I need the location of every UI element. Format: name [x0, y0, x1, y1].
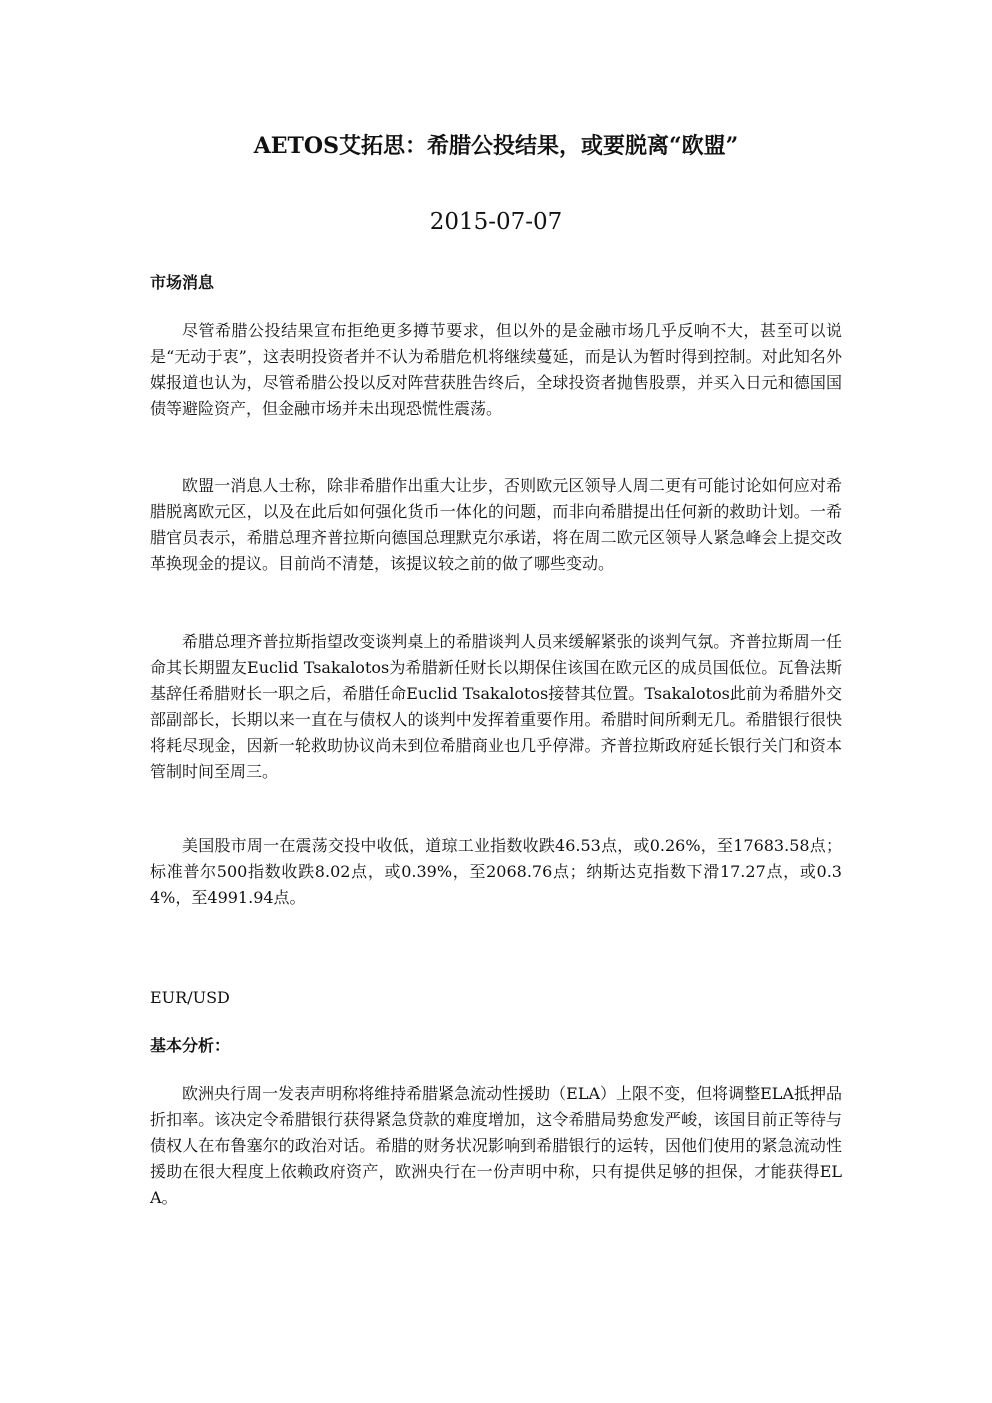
- document-date: 2015-07-07: [429, 209, 563, 235]
- market-news-paragraph: 欧盟一消息人士称，除非希腊作出重大让步，否则欧元区领导人周二更有可能讨论如何应对希腊脱离欧元区，以及在此后如何强化货币一体化的问题，而非向希腊提出任何新的救助计划。一希腊官员表示，希腊总理齐普拉斯向德国总理默克尔承诺，将在周二欧元区领导人紧急峰会上提交改革换现金的提议。目前尚不清楚，该提议较之前的做了哪些变动。: [150, 476, 842, 573]
- market-news-paragraph: 希腊总理齐普拉斯指望改变谈判桌上的希腊谈判人员来缓解紧张的谈判气氛。齐普拉斯周一任命其长期盟友Euclid Tsakalotos为希腊新任财长以期保住该国在欧元区的成员国低位。瓦鲁法斯基辞任希腊财长一职之后，希腊任命Euclid Tsakalotos接替其位置。Tsakalotos此前为希腊外交部副部长，长期以来一直在与债权人的谈判中发挥着重要作用。希腊时间所剩无几。希腊银行很快将耗尽现金，因新一轮救助协议尚未到位希腊商业也几乎停滞。齐普拉斯政府延长银行关门和资本管制时间至周三。: [150, 632, 842, 781]
- fundamental-analysis-heading: 基本分析：: [150, 1036, 231, 1055]
- market-news-paragraph: 尽管希腊公投结果宣布拒绝更多撙节要求，但以外的是金融市场几乎反响不大，甚至可以说是“无动于衷”，这表明投资者并不认为希腊危机将继续蔓延，而是认为暂时得到控制。对此知名外媒报道也认为，尽管希腊公投以反对阵营获胜告终后，全球投资者抛售股票，并买入日元和德国国债等避险资产，但金融市场并未出现恐慌性震荡。: [150, 321, 842, 418]
- market-news-paragraph: 美国股市周一在震荡交投中收低，道琼工业指数收跌46.53点，或0.26%，至17683.58点；标准普尔500指数收跌8.02点，或0.39%，至2068.76点；纳斯达克指数下滑17.27点，或0.34%，至4991.94点。: [150, 836, 842, 907]
- market-news-heading: 市场消息: [150, 273, 215, 292]
- currency-pair-label: EUR/USD: [150, 988, 230, 1007]
- fundamental-analysis-paragraph: 欧洲央行周一发表声明称将维持希腊紧急流动性援助（ELA）上限不变，但将调整ELA抵押品折扣率。该决定令希腊银行获得紧急贷款的难度增加，这令希腊局势愈发严峻，该国目前正等待与债权人在布鲁塞尔的政治对话。希腊的财务状况影响到希腊银行的运转，因他们使用的紧急流动性援助在很大程度上依赖政府资产，欧洲央行在一份声明中称，只有提供足够的担保，才能获得ELA。: [150, 1084, 842, 1207]
- document-title: AETOS艾拓思：希腊公投结果，或要脱离“欧盟”: [253, 133, 739, 159]
